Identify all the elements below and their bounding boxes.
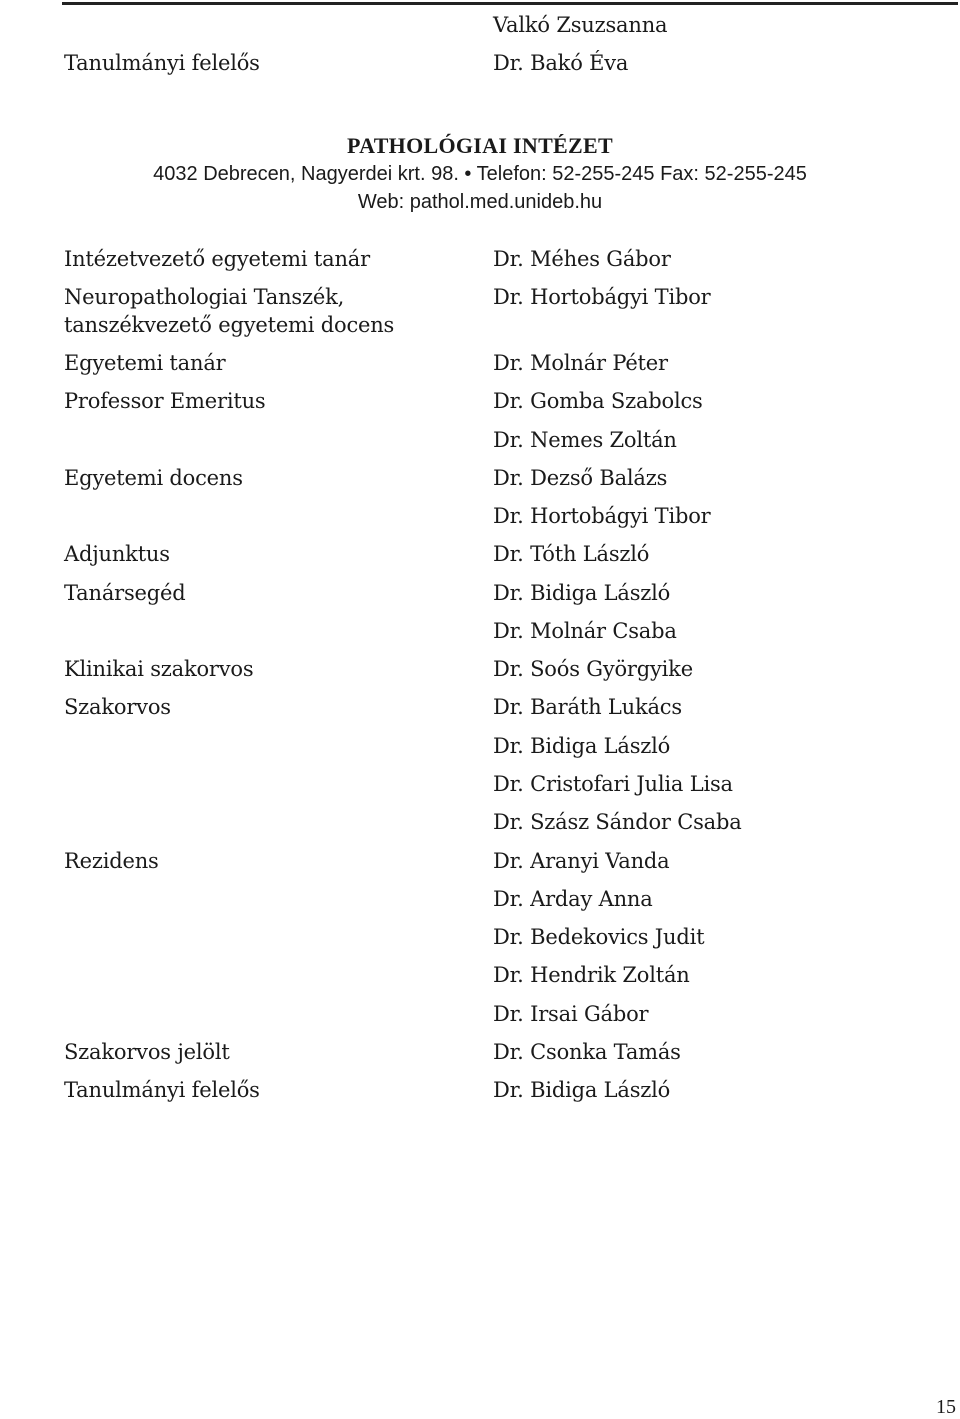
person-name: Dr. Cristofari Julia Lisa: [493, 772, 733, 796]
top-rule: [62, 2, 958, 5]
person-name: Dr. Tóth László: [493, 542, 650, 566]
role-label: Szakorvos jelölt: [64, 1040, 230, 1064]
role-label: Neuropathologiai Tanszék,: [64, 285, 345, 309]
role-label: Intézetvezető egyetemi tanár: [64, 247, 370, 271]
institute-web: Web: pathol.med.unideb.hu: [357, 191, 603, 213]
person-name: Dr. Gomba Szabolcs: [493, 389, 703, 413]
person-name: Dr. Molnár Csaba: [493, 619, 677, 643]
person-name: Dr. Hortobágyi Tibor: [493, 285, 711, 309]
role-label: Professor Emeritus: [64, 389, 266, 413]
person-name: Dr. Baráth Lukács: [493, 695, 682, 719]
person-name: Dr. Aranyi Vanda: [493, 849, 670, 873]
role-label: Tanulmányi felelős: [64, 1078, 260, 1102]
role-label: Egyetemi tanár: [64, 351, 226, 375]
role-label: Tanársegéd: [64, 581, 186, 605]
person-name: Dr. Soós Györgyike: [493, 657, 693, 681]
role-tanulmanyi-felelos-top: Tanulmányi felelős: [64, 51, 260, 75]
person-name: Dr. Dezső Balázs: [493, 466, 668, 490]
institute-address: 4032 Debrecen, Nagyerdei krt. 98. • Telefon: 52-255-245 Fax: 52-255-245: [153, 163, 807, 185]
person-name: Dr. Hortobágyi Tibor: [493, 504, 711, 528]
role-label: Adjunktus: [64, 542, 170, 566]
role-label: Klinikai szakorvos: [64, 657, 254, 681]
person-name: Dr. Szász Sándor Csaba: [493, 810, 742, 834]
person-name: Dr. Hendrik Zoltán: [493, 963, 690, 987]
person-name: Dr. Molnár Péter: [493, 351, 668, 375]
person-name: Dr. Irsai Gábor: [493, 1002, 649, 1026]
person-name: Dr. Bidiga László: [493, 581, 671, 605]
name-bako-eva: Dr. Bakó Éva: [493, 51, 629, 75]
person-name: Dr. Csonka Tamás: [493, 1040, 681, 1064]
role-label: Szakorvos: [64, 695, 171, 719]
page-number: 15: [936, 1396, 956, 1418]
role-label: Egyetemi docens: [64, 466, 243, 490]
role-label: tanszékvezető egyetemi docens: [64, 313, 395, 337]
person-name: Dr. Bedekovics Judit: [493, 925, 705, 949]
name-valko-zsuzsanna: Valkó Zsuzsanna: [493, 13, 668, 37]
person-name: Dr. Arday Anna: [493, 887, 653, 911]
person-name: Dr. Bidiga László: [493, 1078, 671, 1102]
person-name: Dr. Méhes Gábor: [493, 247, 671, 271]
person-name: Dr. Bidiga László: [493, 734, 671, 758]
person-name: Dr. Nemes Zoltán: [493, 428, 677, 452]
role-label: Rezidens: [64, 849, 159, 873]
institute-title: PATHOLÓGIAI INTÉZET: [347, 133, 613, 158]
